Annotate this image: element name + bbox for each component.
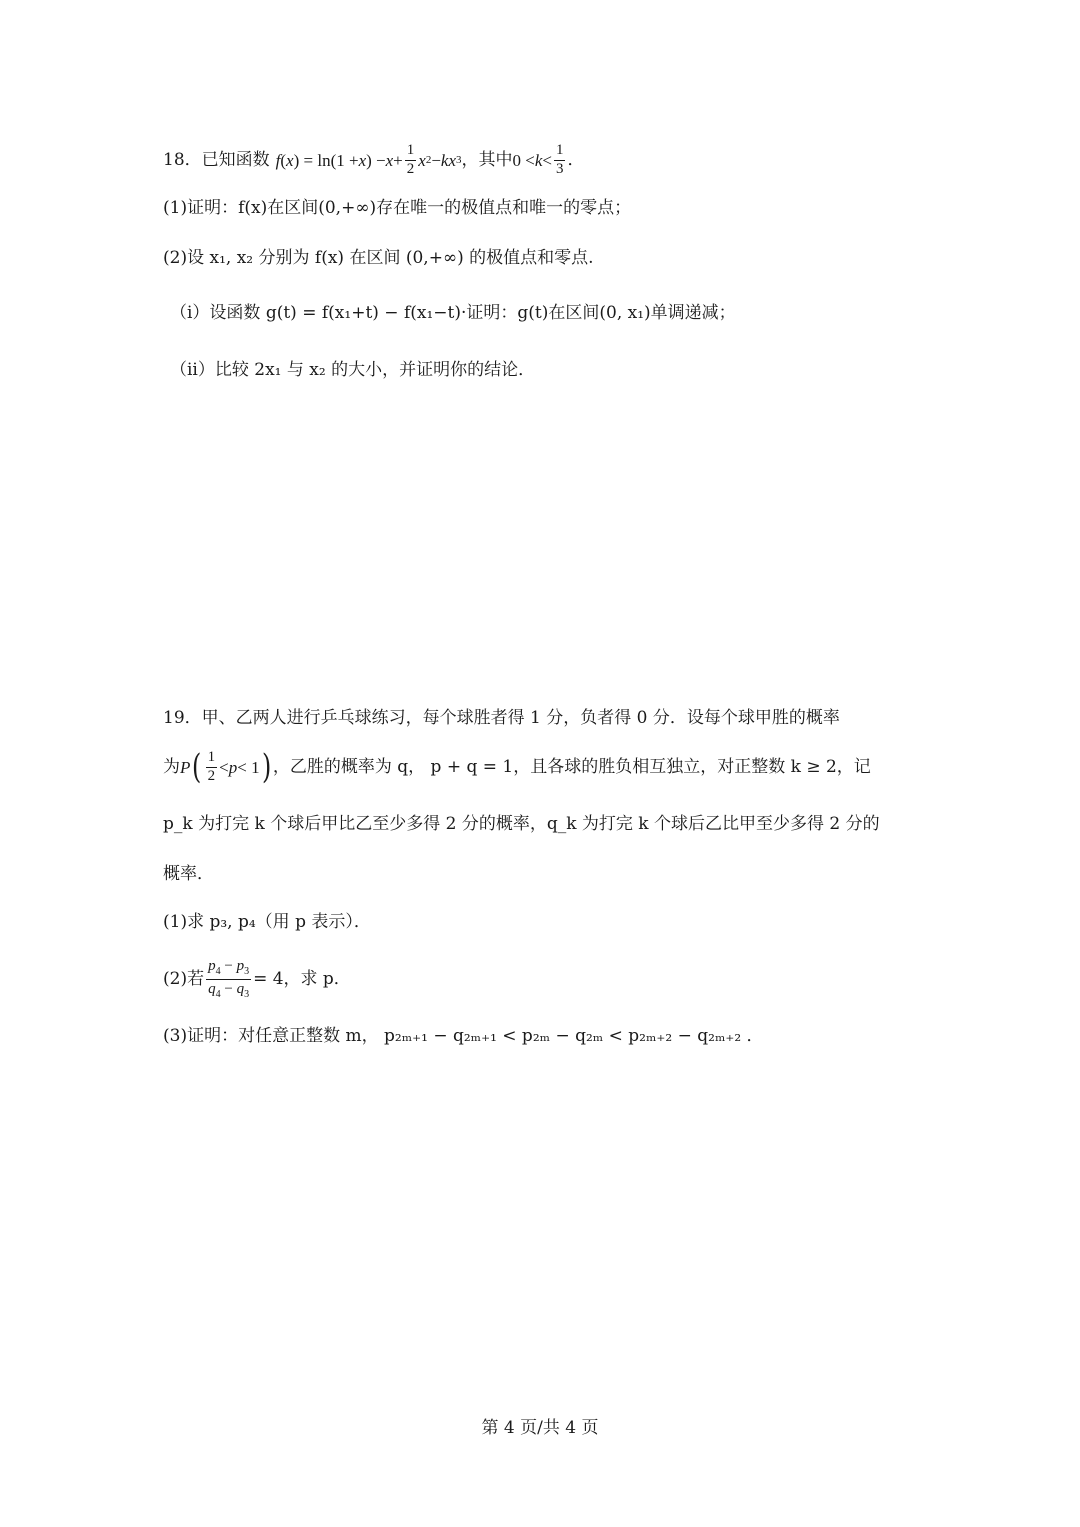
q19-line2: 为 P ( $\frac{1}{2}$ < p < 1 ) ，乙胜的概率为 q， p + q = 1，且各球的胜负相互独立，对正整数 k ≥ 2，记 — [163, 746, 871, 787]
q18-stem: 18．已知函数 f ( x ) = ln(1 + x ) − x + $\frac{1}{2}$ x 2 − kx 3 ，其中 0 < k < $\frac{1}{3}$ ． — [163, 142, 585, 177]
q19-line1: 19．甲、乙两人进行乒乓球练习，每个球胜者得 1 分，负者得 0 分．设每个球甲胜的概率 — [163, 708, 840, 728]
q19-part2: (2)若 $\frac{p_4 - p_3}{q_4 - q_3}$ = 4，求 p． — [163, 958, 351, 1000]
q18-part1: (1)证明：f(x)在区间(0,+∞)存在唯一的极值点和唯一的零点； — [163, 198, 632, 218]
q18-part2-ii: （ii）比较 2x₁ 与 x₂ 的大小，并证明你的结论． — [170, 360, 536, 380]
q19-line4: 概率． — [163, 864, 214, 884]
q19-line3: p_k 为打完 k 个球后甲比乙至少多得 2 分的概率，q_k 为打完 k 个球后乙比甲至少多得 2 分的 — [163, 814, 880, 834]
q18-part2-i: （i）设函数 g(t) = f(x₁+t) − f(x₁−t)·证明：g(t)在区间(0, x₁)单调递减； — [170, 303, 736, 323]
page-number-footer: 第 4 页/共 4 页 — [481, 1418, 599, 1438]
q19-part1: (1)求 p₃, p₄（用 p 表示）． — [163, 912, 371, 932]
q18-part2: (2)设 x₁, x₂ 分别为 f(x) 在区间 (0,+∞) 的极值点和零点. — [163, 248, 594, 268]
q19-part3: (3)证明：对任意正整数 m， p₂ₘ₊₁ − q₂ₘ₊₁ < p₂ₘ − q₂ₘ < p₂ₘ₊₂ − q₂ₘ₊₂ ． — [163, 1026, 764, 1046]
